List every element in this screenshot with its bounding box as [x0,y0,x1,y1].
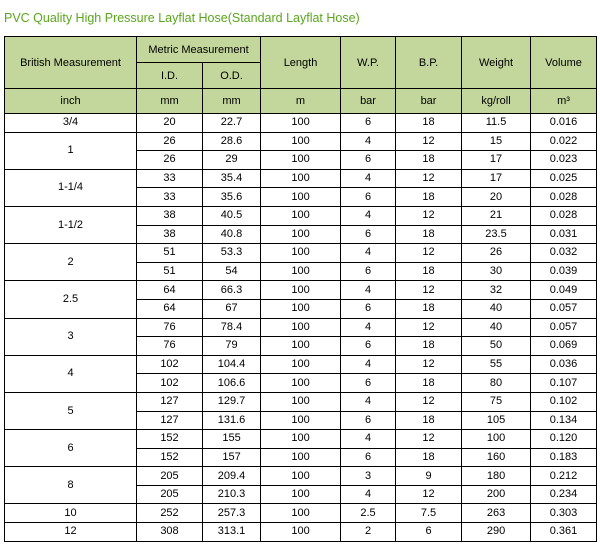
cell-weight: 40 [462,318,531,337]
cell-od: 78.4 [203,318,261,337]
cell-size: 1-1/4 [5,169,137,206]
cell-bp: 18 [396,114,462,133]
cell-od: 22.7 [203,114,261,133]
cell-od: 66.3 [203,281,261,300]
cell-weight: 23.5 [462,225,531,244]
cell-id: 102 [137,355,203,374]
cell-weight: 32 [462,281,531,300]
cell-length: 100 [261,523,341,542]
cell-length: 100 [261,151,341,170]
header-british-measurement: British Measurement [5,37,137,89]
cell-id: 38 [137,225,203,244]
cell-id: 26 [137,151,203,170]
cell-wp: 2 [341,523,396,542]
cell-weight: 11.5 [462,114,531,133]
cell-volume: 0.016 [531,114,597,133]
cell-volume: 0.057 [531,299,597,318]
cell-volume: 0.212 [531,467,597,486]
cell-size: 10 [5,504,137,523]
cell-size: 2.5 [5,281,137,318]
cell-bp: 18 [396,374,462,393]
cell-wp: 6 [341,114,396,133]
cell-wp: 4 [341,169,396,188]
cell-weight: 55 [462,355,531,374]
cell-bp: 12 [396,392,462,411]
cell-od: 35.6 [203,188,261,207]
cell-wp: 6 [341,374,396,393]
cell-id: 102 [137,374,203,393]
header-working-pressure: W.P. [341,37,396,89]
cell-bp: 18 [396,448,462,467]
cell-id: 76 [137,318,203,337]
cell-volume: 0.134 [531,411,597,430]
cell-bp: 12 [396,132,462,151]
cell-od: 53.3 [203,244,261,263]
cell-id: 64 [137,299,203,318]
hose-spec-table [4,36,597,542]
cell-wp: 6 [341,299,396,318]
cell-od: 157 [203,448,261,467]
cell-wp: 4 [341,355,396,374]
table-row [5,467,597,486]
cell-id: 308 [137,523,203,542]
unit-id: mm [137,89,203,114]
cell-size: 3 [5,318,137,355]
cell-weight: 180 [462,467,531,486]
cell-wp: 6 [341,188,396,207]
cell-size: 5 [5,392,137,429]
cell-bp: 7.5 [396,504,462,523]
cell-wp: 4 [341,244,396,263]
cell-size: 8 [5,467,137,504]
table-row [5,244,597,263]
cell-length: 100 [261,262,341,281]
table-row [5,523,597,542]
cell-volume: 0.303 [531,504,597,523]
cell-volume: 0.028 [531,188,597,207]
cell-wp: 4 [341,392,396,411]
cell-od: 210.3 [203,485,261,504]
table-row [5,504,597,523]
cell-bp: 12 [396,355,462,374]
cell-wp: 4 [341,281,396,300]
cell-volume: 0.234 [531,485,597,504]
cell-volume: 0.022 [531,132,597,151]
table-row [5,206,597,225]
cell-weight: 75 [462,392,531,411]
cell-bp: 18 [396,299,462,318]
table-row [5,169,597,188]
cell-id: 76 [137,337,203,356]
unit-od: mm [203,89,261,114]
table-row [5,355,597,374]
cell-id: 127 [137,392,203,411]
unit-bp: bar [396,89,462,114]
cell-id: 152 [137,430,203,449]
unit-weight: kg/roll [462,89,531,114]
table-body [5,114,597,542]
cell-volume: 0.183 [531,448,597,467]
cell-weight: 50 [462,337,531,356]
cell-bp: 12 [396,244,462,263]
cell-id: 38 [137,206,203,225]
cell-length: 100 [261,281,341,300]
cell-wp: 4 [341,206,396,225]
cell-wp: 6 [341,225,396,244]
cell-od: 29 [203,151,261,170]
cell-length: 100 [261,244,341,263]
table-row [5,281,597,300]
cell-size: 1-1/2 [5,206,137,243]
unit-length: m [261,89,341,114]
cell-od: 40.5 [203,206,261,225]
cell-volume: 0.049 [531,281,597,300]
cell-volume: 0.039 [531,262,597,281]
cell-od: 106.6 [203,374,261,393]
cell-id: 26 [137,132,203,151]
header-volume: Volume [531,37,597,89]
cell-weight: 17 [462,151,531,170]
cell-weight: 100 [462,430,531,449]
table-row [5,430,597,449]
cell-od: 155 [203,430,261,449]
cell-id: 33 [137,188,203,207]
cell-od: 28.6 [203,132,261,151]
table-row [5,392,597,411]
cell-volume: 0.025 [531,169,597,188]
cell-bp: 9 [396,467,462,486]
cell-bp: 12 [396,485,462,504]
cell-size: 12 [5,523,137,542]
cell-weight: 105 [462,411,531,430]
cell-wp: 6 [341,411,396,430]
cell-wp: 3 [341,467,396,486]
cell-volume: 0.102 [531,392,597,411]
cell-length: 100 [261,504,341,523]
cell-id: 205 [137,467,203,486]
cell-volume: 0.036 [531,355,597,374]
header-outer-diameter: O.D. [203,63,261,89]
page-title: PVC Quality High Pressure Layflat Hose(Standard Layflat Hose) [4,11,360,25]
cell-wp: 2.5 [341,504,396,523]
cell-volume: 0.361 [531,523,597,542]
cell-od: 129.7 [203,392,261,411]
cell-od: 67 [203,299,261,318]
cell-weight: 17 [462,169,531,188]
cell-weight: 21 [462,206,531,225]
cell-bp: 12 [396,206,462,225]
cell-bp: 18 [396,225,462,244]
cell-length: 100 [261,299,341,318]
cell-length: 100 [261,225,341,244]
cell-id: 64 [137,281,203,300]
cell-bp: 18 [396,188,462,207]
cell-length: 100 [261,467,341,486]
cell-volume: 0.023 [531,151,597,170]
cell-id: 51 [137,244,203,263]
cell-od: 35.4 [203,169,261,188]
cell-length: 100 [261,169,341,188]
cell-weight: 20 [462,188,531,207]
cell-volume: 0.031 [531,225,597,244]
cell-volume: 0.057 [531,318,597,337]
cell-wp: 6 [341,262,396,281]
cell-bp: 6 [396,523,462,542]
cell-bp: 12 [396,318,462,337]
cell-length: 100 [261,355,341,374]
cell-bp: 18 [396,411,462,430]
cell-bp: 12 [396,281,462,300]
cell-length: 100 [261,114,341,133]
cell-wp: 6 [341,337,396,356]
cell-bp: 12 [396,430,462,449]
cell-length: 100 [261,374,341,393]
cell-wp: 6 [341,151,396,170]
cell-volume: 0.120 [531,430,597,449]
cell-weight: 290 [462,523,531,542]
table-row [5,132,597,151]
cell-id: 152 [137,448,203,467]
cell-id: 252 [137,504,203,523]
cell-bp: 18 [396,337,462,356]
cell-wp: 6 [341,448,396,467]
cell-wp: 4 [341,430,396,449]
cell-wp: 4 [341,318,396,337]
cell-size: 4 [5,355,137,392]
cell-length: 100 [261,430,341,449]
cell-od: 104.4 [203,355,261,374]
cell-od: 131.6 [203,411,261,430]
cell-od: 54 [203,262,261,281]
unit-british: inch [5,89,137,114]
header-metric-measurement: Metric Measurement [137,37,261,63]
table-row [5,114,597,133]
cell-weight: 26 [462,244,531,263]
header-length: Length [261,37,341,89]
cell-length: 100 [261,337,341,356]
cell-wp: 4 [341,485,396,504]
cell-length: 100 [261,206,341,225]
unit-wp: bar [341,89,396,114]
cell-length: 100 [261,318,341,337]
cell-od: 313.1 [203,523,261,542]
cell-size: 1 [5,132,137,169]
cell-weight: 160 [462,448,531,467]
cell-weight: 40 [462,299,531,318]
cell-length: 100 [261,485,341,504]
cell-size: 6 [5,430,137,467]
cell-volume: 0.107 [531,374,597,393]
cell-weight: 200 [462,485,531,504]
cell-length: 100 [261,188,341,207]
cell-volume: 0.028 [531,206,597,225]
cell-weight: 15 [462,132,531,151]
cell-weight: 30 [462,262,531,281]
cell-id: 20 [137,114,203,133]
cell-size: 3/4 [5,114,137,133]
cell-volume: 0.069 [531,337,597,356]
cell-bp: 18 [396,151,462,170]
cell-id: 127 [137,411,203,430]
cell-length: 100 [261,448,341,467]
header-burst-pressure: B.P. [396,37,462,89]
cell-weight: 80 [462,374,531,393]
cell-length: 100 [261,411,341,430]
cell-length: 100 [261,392,341,411]
cell-volume: 0.032 [531,244,597,263]
cell-od: 79 [203,337,261,356]
header-inner-diameter: I.D. [137,63,203,89]
cell-bp: 18 [396,262,462,281]
cell-od: 40.8 [203,225,261,244]
cell-size: 2 [5,244,137,281]
header-weight: Weight [462,37,531,89]
cell-length: 100 [261,132,341,151]
cell-id: 205 [137,485,203,504]
cell-od: 209.4 [203,467,261,486]
cell-id: 33 [137,169,203,188]
cell-wp: 4 [341,132,396,151]
cell-od: 257.3 [203,504,261,523]
table-row [5,318,597,337]
unit-volume: m³ [531,89,597,114]
cell-weight: 263 [462,504,531,523]
cell-id: 51 [137,262,203,281]
cell-bp: 12 [396,169,462,188]
